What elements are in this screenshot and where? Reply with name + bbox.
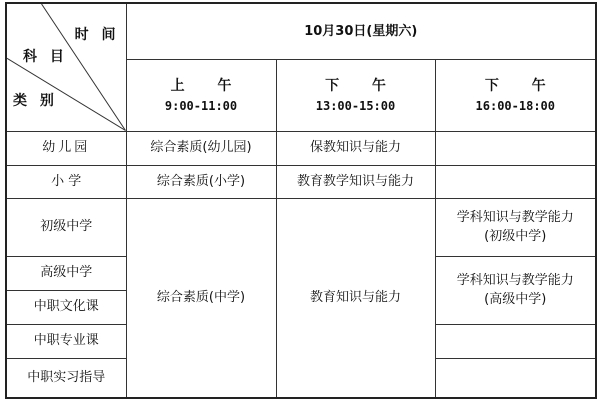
subject-primary-morning: 综合素质(小学) (126, 165, 276, 198)
subject-primary-evening-empty (435, 165, 596, 198)
subject-primary-afternoon: 教育教学知识与能力 (276, 165, 435, 198)
category-vocational-practice: 中职实习指导 (6, 358, 126, 398)
subject-junior-evening (435, 198, 596, 256)
period-header-1 (126, 59, 276, 131)
exam-schedule-table (5, 2, 597, 399)
category-vocational-professional: 中职专业课 (6, 324, 126, 358)
period-name-2: 下 午 (325, 77, 400, 94)
period-time-3: 16:00-18:00 (475, 98, 555, 113)
header-corner-cell (6, 3, 126, 131)
period-time-2: 13:00-15:00 (315, 98, 396, 113)
subject-senior-evening-line2: (高级中学) (484, 292, 547, 307)
subject-middle-afternoon: 教育知识与能力 (276, 198, 435, 398)
category-label: 类 别 (13, 93, 58, 109)
subject-junior-evening-line1: 学科知识与教学能力 (456, 209, 574, 225)
subject-junior-evening-line2: (初级中学) (484, 229, 547, 244)
header-row-date (6, 3, 596, 59)
period-header-3 (435, 59, 596, 131)
subject-kindergarten-evening-empty (435, 131, 596, 165)
subject-kindergarten-morning: 综合素质(幼儿园) (126, 131, 276, 165)
subject-kindergarten-afternoon: 保教知识与能力 (276, 131, 435, 165)
table-row-junior-middle (6, 198, 596, 256)
table-row-primary (6, 165, 596, 198)
category-primary: 小 学 (6, 165, 126, 198)
category-kindergarten: 幼儿园 (6, 131, 126, 165)
subject-vocational-professional-evening-empty (435, 324, 596, 358)
subject-label: 科 目 (23, 49, 68, 65)
exam-date-header: 10月30日(星期六) (126, 3, 596, 59)
subject-middle-morning: 综合素质(中学) (126, 198, 276, 398)
period-header-2 (276, 59, 435, 131)
subject-vocational-practice-evening-empty (435, 358, 596, 398)
category-junior-middle: 初级中学 (6, 198, 126, 256)
period-time-1: 9:00-11:00 (164, 98, 238, 113)
category-senior-middle: 高级中学 (6, 256, 126, 290)
period-name-1: 上 午 (170, 77, 246, 94)
subject-senior-evening-line1: 学科知识与教学能力 (456, 272, 574, 288)
category-vocational-culture: 中职文化课 (6, 290, 126, 324)
subject-senior-evening (435, 256, 596, 324)
table-row-kindergarten (6, 131, 596, 165)
period-name-3: 下 午 (484, 77, 560, 94)
time-label: 时 间 (74, 27, 120, 43)
diagonal-lines (7, 4, 126, 131)
